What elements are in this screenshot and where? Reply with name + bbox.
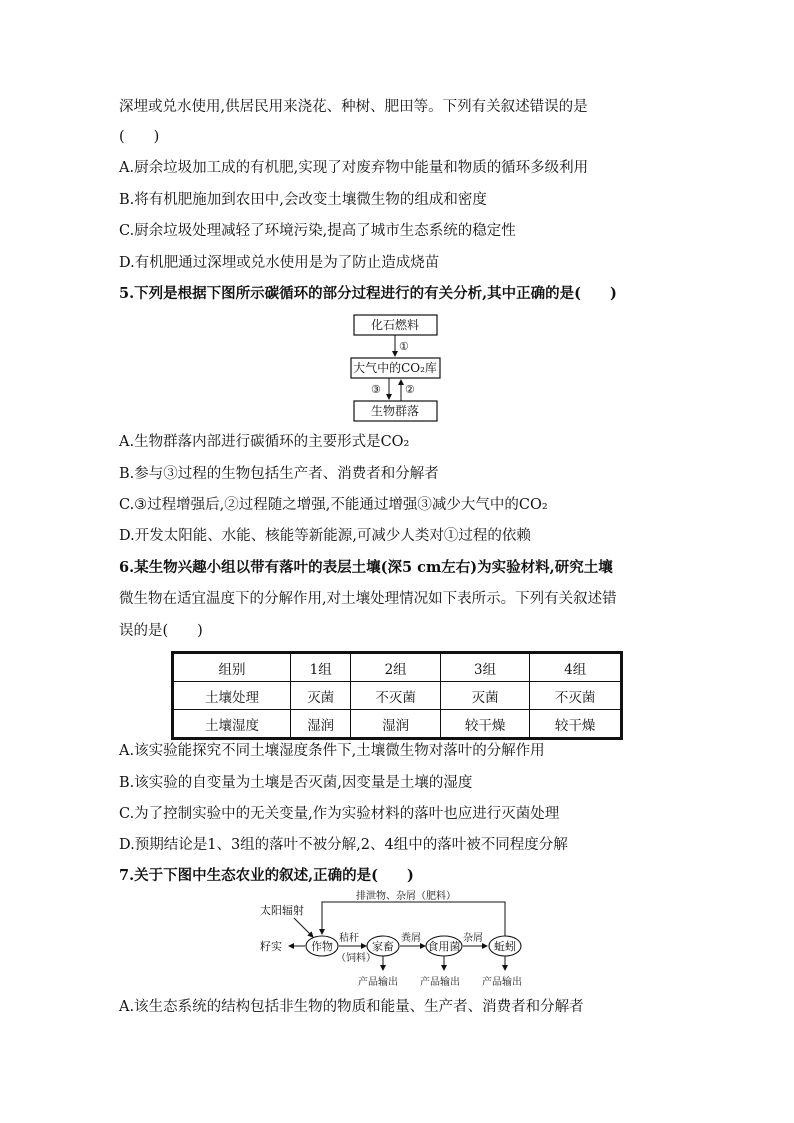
debris-label: 杂屑 (463, 933, 483, 944)
eco-agriculture-diagram (258, 890, 548, 990)
table-cell: 较干燥 (530, 710, 622, 739)
fertilizer-flow-label: 排泄物、杂屑（肥料） (356, 891, 456, 902)
table-row (173, 682, 622, 710)
q4-option-c: C.厨余垃圾处理减轻了环境污染,提高了城市生态系统的稳定性 (119, 223, 516, 239)
q5-option-d: D.开发太阳能、水能、核能等新能源,可减少人类对①过程的依赖 (119, 528, 531, 544)
process-3-label: ③ (371, 383, 381, 396)
table-cell: 较干燥 (440, 710, 529, 739)
earthworm-label: 蚯蚓 (494, 940, 516, 953)
table-header-cell: 1组 (291, 653, 351, 682)
fungus-label: 食用菌 (427, 940, 461, 953)
q6-stem-line-2: 微生物在适宜温度下的分解作用,对土壤处理情况如下表所示。下列有关叙述错 (119, 591, 617, 607)
q5-option-b: B.参与③过程的生物包括生产者、消费者和分解者 (119, 466, 439, 482)
seeds-label: 籽实 (260, 940, 282, 953)
table-header-cell: 2组 (351, 653, 440, 682)
q4-option-d: D.有机肥通过深埋或兑水使用是为了防止造成烧苗 (119, 255, 440, 271)
fungus-output-label: 产品输出 (420, 977, 460, 988)
q4-answer-bracket: ( ) (119, 129, 160, 145)
q5-option-c: C.③过程增强后,②过程随之增强,不能通过增强③减少大气中的CO₂ (119, 497, 548, 513)
soil-treatment-table (171, 651, 623, 740)
q7-stem: 7.关于下图中生态农业的叙述,正确的是( ) (119, 867, 414, 884)
table-cell: 不灭菌 (530, 682, 622, 710)
fertilizer-feedback-arrow (322, 902, 505, 936)
atmosphere-co2-label: 大气中的CO₂库 (353, 361, 437, 375)
biological-community-label: 生物群落 (370, 404, 420, 418)
table-row (173, 710, 622, 739)
table-cell: 灭菌 (291, 682, 351, 710)
manure-label: 粪屑 (401, 933, 421, 944)
livestock-output-label: 产品输出 (358, 977, 398, 988)
q6-stem-line-1: 6.某生物兴趣小组以带有落叶的表层土壤(深5 cm左右)为实验材料,研究土壤 (119, 559, 613, 576)
q5-stem: 5.下列是根据下图所示碳循环的部分过程进行的有关分析,其中正确的是( ) (119, 285, 617, 302)
process-2-label: ② (405, 383, 415, 396)
q7-option-a: A.该生态系统的结构包括非生物的物质和能量、生产者、消费者和分解者 (119, 999, 584, 1015)
table-header-cell: 4组 (530, 653, 622, 682)
table-cell: 不灭菌 (351, 682, 440, 710)
sun-radiation-label: 太阳辐射 (260, 904, 304, 917)
process-1-label: ① (399, 340, 409, 353)
q6-option-d: D.预期结论是1、3组的落叶不被分解,2、4组中的落叶被不同程度分解 (119, 837, 568, 853)
table-cell: 土壤湿度 (173, 710, 291, 739)
table-header-cell: 组别 (173, 653, 291, 682)
q6-option-b: B.该实验的自变量为土壤是否灭菌,因变量是土壤的湿度 (119, 775, 473, 791)
q5-option-a: A.生物群落内部进行碳循环的主要形式是CO₂ (119, 434, 410, 450)
earthworm-output-label: 产品输出 (482, 977, 522, 988)
q6-option-c: C.为了控制实验中的无关变量,作为实验材料的落叶也应进行灭菌处理 (119, 806, 560, 822)
table-header-row (173, 653, 622, 682)
q4-option-b: B.将有机肥施加到农田中,会改变土壤微生物的组成和密度 (119, 192, 487, 208)
carbon-cycle-diagram (345, 312, 445, 424)
livestock-label: 家畜 (372, 940, 394, 953)
q6-option-a: A.该实验能探究不同土壤湿度条件下,土壤微生物对落叶的分解作用 (119, 743, 545, 759)
feed-label: （饲料） (336, 953, 376, 964)
table-header-cell: 3组 (440, 653, 529, 682)
fossil-fuel-label: 化石燃料 (370, 318, 420, 332)
q6-stem-line-3: 误的是( ) (119, 623, 203, 639)
sun-to-crop-arrow (294, 918, 313, 937)
q4-stem-continuation: 深埋或兑水使用,供居民用来浇花、种树、肥田等。下列有关叙述错误的是 (119, 99, 588, 115)
crop-label: 作物 (311, 940, 333, 953)
table-cell: 灭菌 (440, 682, 529, 710)
table-cell: 土壤处理 (173, 682, 291, 710)
q4-option-a: A.厨余垃圾加工成的有机肥,实现了对废弃物中能量和物质的循环多级利用 (119, 160, 589, 176)
straw-label: 秸秆 (339, 933, 359, 944)
table-cell: 湿润 (351, 710, 440, 739)
table-cell: 湿润 (291, 710, 351, 739)
